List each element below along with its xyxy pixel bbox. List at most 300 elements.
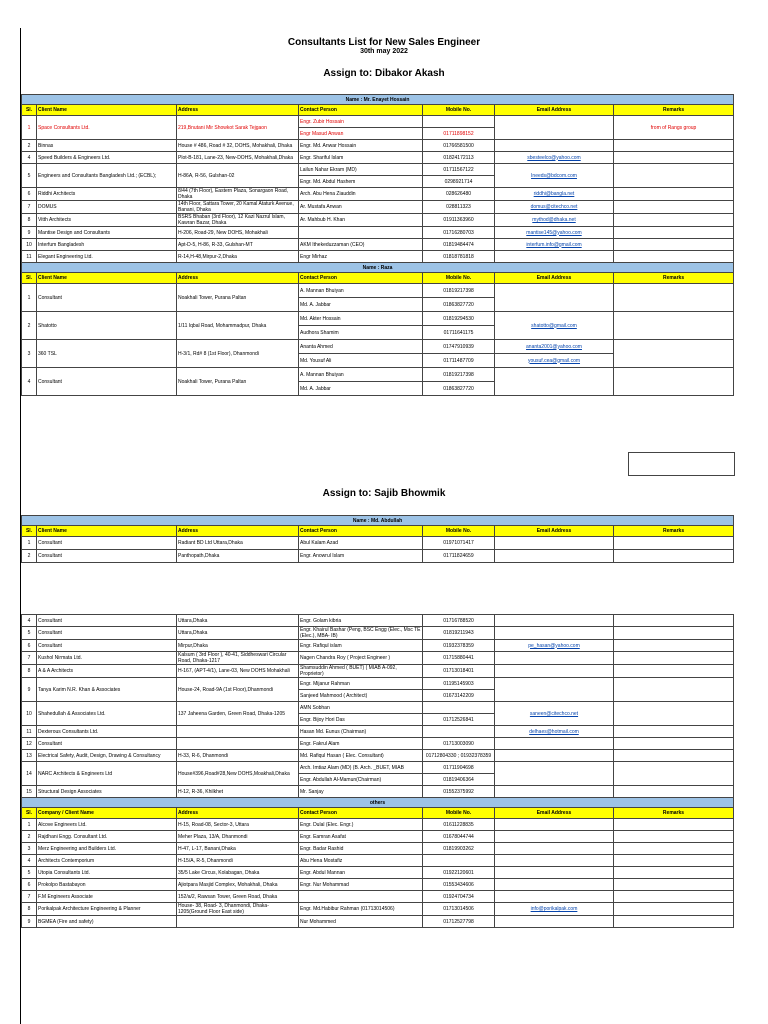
contact-person: Engr. Bijoy Hori Das: [299, 714, 423, 726]
remarks: [614, 819, 734, 831]
address: Ajiotpara Masjid Complex, Mohakhali, Dhaka: [177, 879, 299, 891]
address: Meher Plaza, 13/A, Dhanmondi: [177, 831, 299, 843]
contact-person: Engr. Eamran Asafat: [299, 831, 423, 843]
row-sl: 8: [22, 903, 37, 916]
email-address: [495, 891, 614, 903]
mobile-no: 01819903262: [423, 843, 495, 855]
contact-person: Arch. Abu Hena Ziauddin: [299, 188, 423, 201]
client-name: Consultant: [37, 627, 177, 640]
email-address: [495, 140, 614, 152]
table-row: [22, 164, 734, 176]
client-name: Binnas: [37, 140, 177, 152]
assign-heading-2: Assign to: Sajib Bhowmik: [322, 488, 446, 499]
address: H-206, Road-29, New DOHS, Mohakhali: [177, 227, 299, 239]
section-bar-abdullah: [22, 516, 734, 526]
contact-person: Nagen Chandra Roy ( Project Engineer ): [299, 652, 423, 665]
section-name: Name : Mr. Enayet Hossain: [22, 95, 734, 105]
address: H-15, Road-08, Sector-3, Uttara: [177, 819, 299, 831]
mobile-no: 01711487709: [423, 354, 495, 368]
table-row: [22, 640, 734, 652]
table-row: [22, 116, 734, 128]
table-row: [22, 831, 734, 843]
client-name: Shahedullah & Associates Ltd.: [37, 702, 177, 726]
contact-person: Nur Mohammed: [299, 916, 423, 928]
address: House#396,Road#28,New DOHS,Moakhali,Dhaka: [177, 762, 299, 786]
row-sl: 2: [22, 140, 37, 152]
contact-person: Arch. Imtiaz Alam (MD) (B. Arch. _BUET, MIAB: [299, 762, 423, 774]
address: 152/a/2, Rawsan Tower, Green Road, Dhaka: [177, 891, 299, 903]
remarks: [614, 867, 734, 879]
contact-person: Md. Yousuf Ali: [299, 354, 423, 368]
client-name: Utopia Consultants Ltd.: [37, 867, 177, 879]
remarks: [614, 678, 734, 702]
client-name: Tanya Karim N.R. Khan & Associates: [37, 678, 177, 702]
table-row: [22, 916, 734, 928]
table-row: [22, 855, 734, 867]
header-mobile: Mobile No.: [423, 273, 495, 284]
table-row: [22, 227, 734, 239]
consultants-table-1: [21, 94, 734, 396]
address: H-33, R-6, Dhanmondi: [177, 750, 299, 762]
address: 219,Bnutani Mir Showkot Sarak Tejgaon: [177, 116, 299, 140]
table-row: [22, 903, 734, 916]
client-name: A & A Architects: [37, 665, 177, 678]
contact-person: Ar. Mahbub H. Khan: [299, 214, 423, 227]
section-bar-enayet: [22, 95, 734, 105]
mobile-no: 01712804330 ; 01932378359: [423, 750, 495, 762]
mobile-no: 01673142209: [423, 690, 495, 702]
contact-person: Engr. Mijanur Rahman: [299, 678, 423, 690]
client-name: Consultant: [37, 640, 177, 652]
header-row: [22, 526, 734, 537]
client-name: Mantise Design and Consultants: [37, 227, 177, 239]
document-title: Consultants List for New Sales Engineer: [287, 37, 481, 48]
contact-person: Engr. Abdul Mannan: [299, 867, 423, 879]
email-address[interactable]: saneen@citechco.net: [495, 702, 614, 726]
row-sl: 2: [22, 831, 37, 843]
address: H-3/1, Rd# 8 (1st Floor), Dhanmondi: [177, 340, 299, 368]
contact-person: Lailun Nahar Ekram (MD): [299, 164, 423, 176]
table-row: [22, 726, 734, 738]
address: H-47, L-17, Banani,Dhaka: [177, 843, 299, 855]
remarks: [614, 843, 734, 855]
email-address: [495, 251, 614, 263]
address: H-12, R-36, Khilkhet: [177, 786, 299, 798]
remarks: [614, 750, 734, 762]
email-address[interactable]: delhaes@hotmail.com: [495, 726, 614, 738]
mobile-no: 01971071417: [423, 537, 495, 550]
email-address[interactable]: mantise145@yahoo.com: [495, 227, 614, 239]
client-name: Structural Design Associates: [37, 786, 177, 798]
address: H-167, (APT-4/1), Lane-03, New DOHS Mohakhali: [177, 665, 299, 678]
client-name: Dexterous Consultants Ltd.: [37, 726, 177, 738]
address: BSRS Bhaban (3rd Floor), 12 Kazi Nazrul Islam, Kawran Bazar, Dhaka: [177, 214, 299, 227]
contact-person: AKM Ithekeduzzaman (CEO): [299, 239, 423, 251]
mobile-no: 01711567122: [423, 164, 495, 176]
header-email: Email Address: [495, 526, 614, 537]
address: 1/11 Iqbal Road, Mohammadpur, Dhaka: [177, 312, 299, 340]
contact-person: Engr Masud Anwan: [299, 128, 423, 140]
header-mobile: Mobile No.: [423, 526, 495, 537]
contact-person: A. Mannan Bhuiyan: [299, 284, 423, 298]
table-row: [22, 678, 734, 690]
email-address[interactable]: mythod@dhaka.net: [495, 214, 614, 227]
remarks: [614, 762, 734, 786]
email-address: [495, 738, 614, 750]
mobile-no: 01712526841: [423, 714, 495, 726]
remarks: [614, 615, 734, 627]
address: H-15/A, R-5, Dhanmondi: [177, 855, 299, 867]
client-name: Interfum Bangladesh: [37, 239, 177, 251]
table-row: [22, 891, 734, 903]
section-bar-raza: [22, 263, 734, 273]
header-sl: Sl.: [22, 273, 37, 284]
mobile-no: 0298921714: [423, 176, 495, 188]
remarks: [614, 312, 734, 340]
email-address: [495, 762, 614, 786]
client-name: Kushol Nirmata Ltd.: [37, 652, 177, 665]
mobile-no: 01747910939: [423, 340, 495, 354]
email-address: [495, 615, 614, 627]
remarks: [614, 640, 734, 652]
table-row: [22, 867, 734, 879]
consultants-table-3: [21, 614, 734, 928]
remarks: [614, 627, 734, 640]
email-address[interactable]: riddhi@bangla.net: [495, 188, 614, 201]
remarks: from of Rangs group: [614, 116, 734, 140]
email-address: [495, 843, 614, 855]
email-address: [495, 537, 614, 550]
contact-person: Engr. Dulal (Elec. Engr.): [299, 819, 423, 831]
row-sl: 10: [22, 239, 37, 251]
address: [177, 916, 299, 928]
client-name: F.M Engineers Associate: [37, 891, 177, 903]
header-sl: Sl.: [22, 526, 37, 537]
address: Mirpur,Dhaka: [177, 640, 299, 652]
email-address: [495, 652, 614, 665]
row-sl: 1: [22, 116, 37, 140]
address: 14th Floor, Sattara Tower, 20 Kamal Ataturk Avenue, Banani, Dhaka: [177, 201, 299, 214]
email-address: [495, 916, 614, 928]
email-address[interactable]: yousuf.cea@gmail.com: [495, 354, 614, 368]
mobile-no: 01819406364: [423, 774, 495, 786]
row-sl: 8: [22, 665, 37, 678]
table-row: [22, 284, 734, 298]
mobile-no: 028811323: [423, 201, 495, 214]
remarks: [614, 537, 734, 550]
contact-person: Abu Hena Mostafiz: [299, 855, 423, 867]
email-address[interactable]: info@porikalpak.com: [495, 903, 614, 916]
client-name: Consultant: [37, 738, 177, 750]
mobile-no: 01819217398: [423, 368, 495, 382]
mobile-no: 01678044744: [423, 831, 495, 843]
section-name: Name : Raza: [22, 263, 734, 273]
address: Uttara,Dhaka: [177, 627, 299, 640]
header-address: Address: [177, 526, 299, 537]
section-name: Name : Md. Abdullah: [22, 516, 734, 526]
header-contact-person: Contact Person: [299, 808, 423, 819]
remarks: [614, 831, 734, 843]
header-client-name: Client Name: [37, 526, 177, 537]
mobile-no: 01819211943: [423, 627, 495, 640]
header-email: Email Address: [495, 273, 614, 284]
contact-person: Engr. Md.Habibur Rahman (01713014506): [299, 903, 423, 916]
assign-heading-1: Assign to: Dibakor Akash: [323, 68, 445, 79]
remarks: [614, 201, 734, 214]
client-name: Merz Engineering and Builders Ltd.: [37, 843, 177, 855]
contact-person: Hasan Md. Eunus (Chairman): [299, 726, 423, 738]
row-sl: 4: [22, 615, 37, 627]
email-address[interactable]: pe_hasan@yahoo.com: [495, 640, 614, 652]
row-sl: 9: [22, 227, 37, 239]
row-sl: 7: [22, 201, 37, 214]
contact-person: Abul Kalam Azad: [299, 537, 423, 550]
email-address[interactable]: domus@citechco.net: [495, 201, 614, 214]
header-email: Email Address: [495, 808, 614, 819]
row-sl: 13: [22, 750, 37, 762]
table-row: [22, 201, 734, 214]
remarks: [614, 368, 734, 396]
row-sl: 9: [22, 916, 37, 928]
table-row: [22, 251, 734, 263]
table-row: [22, 652, 734, 665]
header-remarks: Remarks: [614, 105, 734, 116]
header-contact-person: Contact Person: [299, 105, 423, 116]
header-sl: Sl.: [22, 808, 37, 819]
row-sl: 3: [22, 340, 37, 368]
remarks: [614, 227, 734, 239]
mobile-no: [423, 855, 495, 867]
table-row: [22, 368, 734, 382]
table-row: [22, 340, 734, 354]
header-contact-person: Contact Person: [299, 273, 423, 284]
table-row: [22, 665, 734, 678]
mobile-no: 01195145903: [423, 678, 495, 690]
email-address: [495, 786, 614, 798]
address: House # 486, Road # 32, DOHS, Mohakhali, Dhaka: [177, 140, 299, 152]
mobile-no: 01766581500: [423, 140, 495, 152]
mobile-no: 01553434606: [423, 879, 495, 891]
client-name: Engineers and Consultants Bangladesh Ltd.; (ECBL);: [37, 164, 177, 188]
contact-person: Engr. Fakrul Alam: [299, 738, 423, 750]
client-name: Speed Builders & Engineers Ltd.: [37, 152, 177, 164]
row-sl: 8: [22, 214, 37, 227]
header-mobile: Mobile No.: [423, 105, 495, 116]
contact-person: Md. A. Jabbar: [299, 382, 423, 396]
table-row: [22, 702, 734, 714]
mobile-no: 01713014506: [423, 903, 495, 916]
email-address: [495, 284, 614, 312]
table-row: [22, 762, 734, 774]
remarks: [614, 726, 734, 738]
section-bar-others: [22, 798, 734, 808]
contact-person: Audhora Shamim: [299, 326, 423, 340]
consultants-table-2: [21, 515, 734, 563]
remarks: [614, 652, 734, 665]
mobile-no: 01818781818: [423, 251, 495, 263]
mobile-no: 01922120601: [423, 867, 495, 879]
mobile-no: 01611228835: [423, 819, 495, 831]
mobile-no: 01711641175: [423, 326, 495, 340]
header-remarks: Remarks: [614, 808, 734, 819]
address: [177, 726, 299, 738]
header-client-name: Company / Client Name: [37, 808, 177, 819]
client-name: Shatotto: [37, 312, 177, 340]
mobile-no: 01932378359: [423, 640, 495, 652]
email-address[interactable]: shatotto@gmail.com: [495, 312, 614, 340]
row-sl: 5: [22, 627, 37, 640]
contact-person: Engr. Md. Abdul Hashem: [299, 176, 423, 188]
table-row: [22, 843, 734, 855]
address: House- 38, Road- 3, Dhanmondi, Dhaka- 1205(Ground Floor East side): [177, 903, 299, 916]
header-client-name: Client Name: [37, 273, 177, 284]
email-address: [495, 819, 614, 831]
mobile-no: 01819294530: [423, 312, 495, 326]
row-sl: 2: [22, 550, 37, 563]
remarks: [614, 140, 734, 152]
address: Apt-D-5, H-86, R-33, Gulshan-MT: [177, 239, 299, 251]
header-email: Email Address: [495, 105, 614, 116]
header-row: [22, 105, 734, 116]
remarks: [614, 340, 734, 368]
contact-person: Shamsuddin Ahmed ( BUET) ( MIAB A-092, Proprietor): [299, 665, 423, 678]
contact-person: AMN Sobhan: [299, 702, 423, 714]
table-row: [22, 550, 734, 563]
client-name: DOMUS: [37, 201, 177, 214]
mobile-no: 01711898152: [423, 128, 495, 140]
client-name: Alcove Engineers Ltd.: [37, 819, 177, 831]
email-address[interactable]: Ineeds@bdcom.com: [495, 164, 614, 188]
mobile-no: 01863827720: [423, 382, 495, 396]
row-sl: 4: [22, 368, 37, 396]
remarks: [614, 152, 734, 164]
client-name: NARC Architects & Engineers Ltd: [37, 762, 177, 786]
mobile-no: 01552375992: [423, 786, 495, 798]
contact-person: Engr. Abdullah Al-Mamun(Chairman): [299, 774, 423, 786]
contact-person: Ar. Mustafa Anwan: [299, 201, 423, 214]
remarks: [614, 239, 734, 251]
mobile-no: 01713003090: [423, 738, 495, 750]
row-sl: 6: [22, 188, 37, 201]
mobile-no: [423, 116, 495, 128]
mobile-no: 01924704734: [423, 891, 495, 903]
mobile-no: 01711824659: [423, 550, 495, 563]
row-sl: 3: [22, 843, 37, 855]
client-name: Consultant: [37, 550, 177, 563]
email-address[interactable]: ananta2001@yahoo.com: [495, 340, 614, 354]
client-name: BGMEA (Fire and safety): [37, 916, 177, 928]
mobile-no: [423, 726, 495, 738]
email-address: [495, 867, 614, 879]
row-sl: 5: [22, 164, 37, 188]
header-sl: Sl.: [22, 105, 37, 116]
row-sl: 6: [22, 879, 37, 891]
client-name: Consultant: [37, 284, 177, 312]
client-name: 360 TSL: [37, 340, 177, 368]
mobile-no: 01863827720: [423, 298, 495, 312]
mobile-no: 028626480: [423, 188, 495, 201]
row-sl: 15: [22, 786, 37, 798]
address: Kalsum ( 3rd Floor ), 40-41, Siddheswari Circular Road, Dhaka-1217: [177, 652, 299, 665]
table-row: [22, 140, 734, 152]
table-row: [22, 738, 734, 750]
header-remarks: Remarks: [614, 273, 734, 284]
mobile-no: 01716280703: [423, 227, 495, 239]
contact-person: Mr. Sanjay: [299, 786, 423, 798]
contact-person: Engr. Khairul Bashar (Peng, BSC Engg (Elec., Msc TE (Elec.), MBA- IB): [300, 627, 421, 639]
contact-person: Ananta Ahmed: [299, 340, 423, 354]
mobile-no: 01713018401: [423, 665, 495, 678]
remarks: [614, 188, 734, 201]
address: R-14,H-48,Mirpur-2,Dhaka: [177, 251, 299, 263]
email-address[interactable]: interfum.info@gmail.com: [495, 239, 614, 251]
client-name: Electrical Safety, Audit, Design, Drawing & Consultancy: [37, 750, 177, 762]
contact-person: Engr. Badar Rashid: [299, 843, 423, 855]
contact-person: Sanjeed Mahmood ( Architect): [299, 690, 423, 702]
address: Radiant BD Ltd Uttara,Dhaka: [177, 537, 299, 550]
remarks: [614, 702, 734, 726]
email-address: [495, 550, 614, 563]
address: Uttara,Dhaka: [177, 615, 299, 627]
empty-cell-box: [628, 452, 735, 476]
address: Plot-B-181, Lane-23, New-DOHS, Mohakhali,Dhaka: [177, 152, 299, 164]
contact-person: Engr. Zubir Hossain: [299, 116, 423, 128]
mobile-no: 01711904698: [423, 762, 495, 774]
contact-person: [299, 891, 423, 903]
row-sl: 11: [22, 251, 37, 263]
table-row: [22, 312, 734, 326]
remarks: [614, 550, 734, 563]
mobile-no: 01911363960: [423, 214, 495, 227]
header-row: [22, 808, 734, 819]
client-name: Consultant: [37, 368, 177, 396]
remarks: [614, 284, 734, 312]
mobile-no: 01824172113: [423, 152, 495, 164]
row-sl: 1: [22, 537, 37, 550]
row-sl: 14: [22, 762, 37, 786]
row-sl: 1: [22, 819, 37, 831]
table-row: [22, 152, 734, 164]
email-address: [495, 678, 614, 702]
contact-person: A. Mannan Bhuiyan: [299, 368, 423, 382]
contact-person: Md. A. Jabbar: [299, 298, 423, 312]
table-row: [22, 188, 734, 201]
row-sl: 2: [22, 312, 37, 340]
address: Noakhali Tower, Purana Paltan: [177, 368, 299, 396]
row-sl: 10: [22, 702, 37, 726]
row-sl: 7: [22, 652, 37, 665]
email-address: [495, 831, 614, 843]
mobile-no: 01819217398: [423, 284, 495, 298]
remarks: [614, 251, 734, 263]
email-address[interactable]: sbesteelco@yahoo.com: [495, 152, 614, 164]
mobile-no: 01819484474: [423, 239, 495, 251]
remarks: [614, 855, 734, 867]
row-sl: 11: [22, 726, 37, 738]
remarks: [614, 164, 734, 188]
address: Noakhali Tower, Purana Paltan: [177, 284, 299, 312]
table-row: [22, 750, 734, 762]
contact-person: Engr. Md. Anwar Hossain: [299, 140, 423, 152]
remarks: [614, 738, 734, 750]
table-row: [22, 239, 734, 251]
header-client-name: Client Name: [37, 105, 177, 116]
row-sl: 4: [22, 152, 37, 164]
contact-person: [299, 227, 423, 239]
mobile-no: 01715880441: [423, 652, 495, 665]
section-name: others: [22, 798, 734, 808]
remarks: [614, 903, 734, 916]
